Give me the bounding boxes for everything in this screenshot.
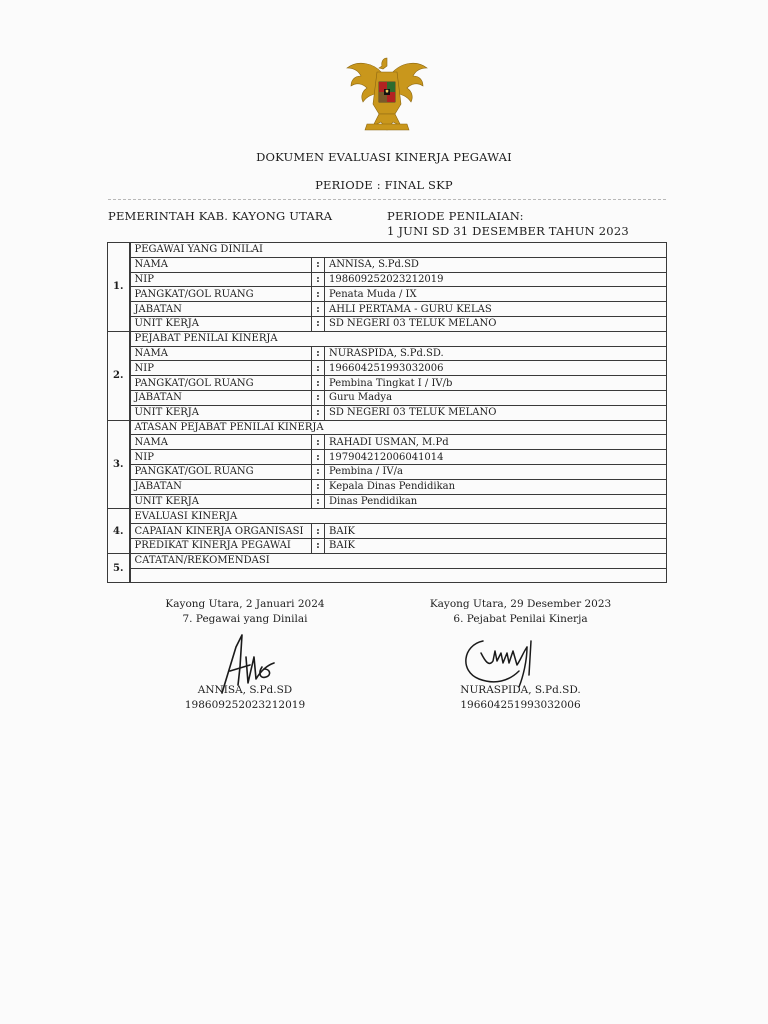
field-label: JABATAN xyxy=(130,390,312,405)
table-row xyxy=(108,287,667,302)
assessment-period-label: PERIODE PENILAIAN: xyxy=(387,209,524,223)
field-value: Kepala Dinas Pendidikan xyxy=(325,479,667,494)
field-value: RAHADI USMAN, M.Pd xyxy=(325,435,667,450)
field-value: NURASPIDA, S.Pd.SD. xyxy=(325,346,667,361)
field-value: Dinas Pendidikan xyxy=(325,494,667,509)
section-number: 5. xyxy=(108,553,130,583)
field-label: PANGKAT/GOL RUANG xyxy=(130,376,312,391)
table-row xyxy=(108,257,667,272)
section-heading: PEJABAT PENILAI KINERJA xyxy=(130,331,667,346)
table-row xyxy=(108,346,667,361)
divider xyxy=(108,199,666,200)
section-number: 4. xyxy=(108,509,130,553)
colon-separator: : xyxy=(312,316,325,331)
field-value: 197904212006041014 xyxy=(325,450,667,465)
colon-separator: : xyxy=(312,524,325,539)
signer-nip: 196604251993032006 xyxy=(460,699,581,711)
field-label: CAPAIAN KINERJA ORGANISASI xyxy=(130,524,312,539)
section-number: 3. xyxy=(108,420,130,509)
field-value: Pembina / IV/a xyxy=(325,464,667,479)
table-row xyxy=(108,479,667,494)
field-label: PANGKAT/GOL RUANG xyxy=(130,287,312,302)
colon-separator: : xyxy=(312,287,325,302)
document-title: DOKUMEN EVALUASI KINERJA PEGAWAI xyxy=(256,150,512,164)
colon-separator: : xyxy=(312,257,325,272)
field-label: PANGKAT/GOL RUANG xyxy=(130,464,312,479)
notes-cell xyxy=(130,568,667,583)
empty-notes-row xyxy=(108,568,667,583)
table-row xyxy=(108,302,667,317)
field-label: UNIT KERJA xyxy=(130,316,312,331)
section-header-row xyxy=(108,509,667,524)
field-label: NAMA xyxy=(130,257,312,272)
colon-separator: : xyxy=(312,272,325,287)
field-label: UNIT KERJA xyxy=(130,494,312,509)
table-row xyxy=(108,272,667,287)
agency-name: PEMERINTAH KAB. KAYONG UTARA xyxy=(108,209,333,223)
garuda-emblem-icon xyxy=(343,52,431,136)
evaluation-table-body xyxy=(108,243,667,583)
section-number: 1. xyxy=(108,243,130,332)
colon-separator: : xyxy=(312,494,325,509)
colon-separator: : xyxy=(312,390,325,405)
table-row xyxy=(108,538,667,553)
table-row xyxy=(108,316,667,331)
colon-separator: : xyxy=(312,346,325,361)
section-heading: CATATAN/REKOMENDASI xyxy=(130,553,667,568)
colon-separator: : xyxy=(312,435,325,450)
field-label: JABATAN xyxy=(130,479,312,494)
signature-block-left xyxy=(150,597,340,713)
section-heading: ATASAN PEJABAT PENILAI KINERJA xyxy=(130,420,667,435)
section-header-row xyxy=(108,553,667,568)
section-header-row xyxy=(108,331,667,346)
colon-separator: : xyxy=(312,376,325,391)
colon-separator: : xyxy=(312,538,325,553)
place-date: Kayong Utara, 2 Januari 2024 xyxy=(165,598,325,610)
section-header-row xyxy=(108,243,667,258)
field-value: 196604251993032006 xyxy=(325,361,667,376)
field-label: JABATAN xyxy=(130,302,312,317)
field-label: PREDIKAT KINERJA PEGAWAI xyxy=(130,538,312,553)
field-value: 198609252023212019 xyxy=(325,272,667,287)
field-label: NIP xyxy=(130,361,312,376)
table-row xyxy=(108,361,667,376)
section-heading: EVALUASI KINERJA xyxy=(130,509,667,524)
field-label: UNIT KERJA xyxy=(130,405,312,420)
section-number: 2. xyxy=(108,331,130,420)
table-row xyxy=(108,390,667,405)
colon-separator: : xyxy=(312,361,325,376)
field-label: NIP xyxy=(130,450,312,465)
colon-separator: : xyxy=(312,450,325,465)
section-header-row xyxy=(108,420,667,435)
assessment-period-value: 1 JUNI SD 31 DESEMBER TAHUN 2023 xyxy=(387,224,629,238)
field-value: BAIK xyxy=(325,538,667,553)
period-label: PERIODE : FINAL SKP xyxy=(315,178,453,192)
colon-separator: : xyxy=(312,302,325,317)
field-value: Pembina Tingkat I / IV/b xyxy=(325,376,667,391)
field-value: BAIK xyxy=(325,524,667,539)
colon-separator: : xyxy=(312,479,325,494)
field-value: AHLI PERTAMA - GURU KELAS xyxy=(325,302,667,317)
signer-name: ANNISA, S.Pd.SD xyxy=(197,684,293,696)
table-row xyxy=(108,494,667,509)
field-label: NIP xyxy=(130,272,312,287)
field-value: Penata Muda / IX xyxy=(325,287,667,302)
colon-separator: : xyxy=(312,405,325,420)
field-value: SD NEGERI 03 TELUK MELANO xyxy=(325,405,667,420)
field-value: Guru Madya xyxy=(325,390,667,405)
field-value: ANNISA, S.Pd.SD xyxy=(325,257,667,272)
field-value: SD NEGERI 03 TELUK MELANO xyxy=(325,316,667,331)
table-row xyxy=(108,376,667,391)
table-row xyxy=(108,464,667,479)
evaluation-table xyxy=(107,242,667,583)
field-label: NAMA xyxy=(130,435,312,450)
section-heading: PEGAWAI YANG DINILAI xyxy=(130,243,667,258)
colon-separator: : xyxy=(312,464,325,479)
table-row xyxy=(108,524,667,539)
table-row xyxy=(108,405,667,420)
place-date: Kayong Utara, 29 Desember 2023 xyxy=(429,598,612,610)
signer-name: NURASPIDA, S.Pd.SD. xyxy=(460,684,581,696)
signer-role: 7. Pegawai yang Dinilai xyxy=(182,613,308,625)
signature-block-right xyxy=(423,597,618,713)
table-row xyxy=(108,450,667,465)
table-row xyxy=(108,435,667,450)
field-label: NAMA xyxy=(130,346,312,361)
signer-role: 6. Pejabat Penilai Kinerja xyxy=(453,613,588,625)
signer-nip: 198609252023212019 xyxy=(184,699,306,711)
